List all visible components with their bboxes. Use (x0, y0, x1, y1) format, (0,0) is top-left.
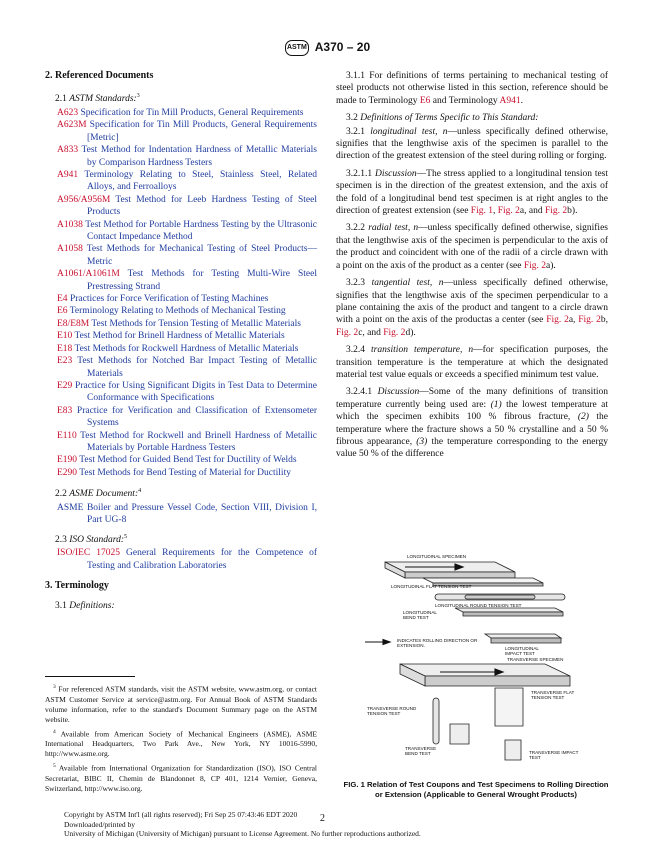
designation: A370 – 20 (314, 40, 371, 55)
reference-item (57, 454, 317, 466)
right-column (336, 70, 608, 466)
para-3-2-2: 3.2.2 radial test, n—unless specifically defined otherwise, signifies that the lengthwise axis of the specimen is perpendicular to the axis of the product and coincident with one of the radii of a circle drawn with a point on the axis of the product as a center (see Fig. 2a). (336, 223, 608, 271)
reference-code-link[interactable]: E6 (57, 306, 68, 317)
figure-caption: FIG. 1 Relation of Test Coupons and Test Specimens to Rolling Direction or Extension (Applicable to General Wrought Products) (343, 780, 609, 799)
reference-item (57, 355, 317, 380)
reference-item (57, 467, 317, 479)
page-number: 2 (320, 813, 325, 824)
reference-code-link[interactable]: A1061/A1061M (57, 269, 120, 280)
reference-item (57, 343, 317, 355)
fig-label-arrow-note: INDICATES ROLLING DIRECTION OR EXTENSION. (397, 638, 478, 648)
reference-code-link[interactable]: E8/E8M (57, 318, 90, 329)
reference-title: Test Methods for Bend Testing of Material for Ductility (79, 467, 291, 478)
fig-label-trans-flat: TRANSVERSE FLAT TENSION TEST (531, 690, 575, 700)
reference-code-link[interactable]: E23 (57, 356, 73, 367)
reference-title: Test Methods for Notched Bar Impact Testing of Metallic Materials (77, 356, 317, 379)
fig-label-trans-specimen: TRANSVERSE SPECIMEN (507, 657, 564, 662)
reference-title: Practice for Using Significant Digits in Test Data to Determine Conformance with Specifications (75, 380, 318, 404)
reference-title: Test Methods for Rockwell Hardness of Metallic Materials (74, 343, 299, 354)
reference-title: Test Methods for Mechanical Testing of Steel Products—Metric (86, 244, 317, 267)
reference-code-link[interactable]: E110 (57, 430, 77, 441)
reference-title: Test Method for Guided Bend Test for Ductility of Welds (79, 455, 297, 466)
left-column (45, 70, 317, 614)
fig-label-long-impact: LONGITUDINAL IMPACT TEST (505, 646, 539, 656)
reference-title: Test Method for Leeb Hardness Testing of Steel Products (87, 194, 317, 218)
footnotes (45, 682, 317, 796)
subsection-3-1: 3.1 Definitions: (55, 601, 115, 612)
reference-item (57, 194, 317, 219)
reference-code-link[interactable]: A956/A956M (57, 194, 111, 205)
reference-title: Test Method for Portable Hardness Testing by the Ultrasonic Contact Impedance Method (85, 219, 317, 243)
fig-label-trans-round: TRANSVERSE ROUND TENSION TEST (367, 706, 417, 716)
reference-code-link[interactable]: A941 (57, 170, 79, 180)
para-3-2-4: 3.2.4 transition temperature, n—for specification purposes, the transition temperature is the temperature at which the designated material test value equals or exceeds a specified minimum test value. (336, 345, 608, 380)
link-fig2a[interactable]: Fig. 2 (523, 260, 547, 271)
reference-item (57, 305, 317, 317)
reference-title: Test Method for Rockwell and Brinell Hardness of Metallic Materials by Portable Hardness Testers (80, 430, 317, 453)
reference-code-link[interactable]: A1038 (57, 219, 83, 230)
reference-code-link[interactable]: E4 (57, 294, 68, 305)
subsection-2-2: 2.2 ASME Document:$^4$ (55, 488, 142, 500)
fig-label-long-flat: LONGITUDINAL FLAT TENSION TEST (391, 584, 472, 589)
page-footer: Copyright by ASTM Int'l (all rights reserved); Fri Sep 25 07:43:46 EDT 2020 Downloaded/printed by University of Michigan (University of Michigan) pursuant to License Agreement. No further reproductions authorized. (64, 810, 421, 838)
reference-code-link[interactable]: E29 (57, 380, 73, 391)
para-3-2-3: 3.2.3 tangential test, n—unless specifically defined otherwise, signifies that the lengthwise axis of the specimen perpendicular to a plane containing the axis of the product and tangent to a circle drawn with a point on the axis of the productas a center (see Fig. 2a, Fig. 2b, Fig. 2c, and Fig. 2d). (336, 278, 609, 338)
page-header (0, 40, 655, 56)
fig-label-long-specimen: LONGITUDINAL SPECIMEN (407, 554, 467, 559)
astm-logo-icon: ASTM (285, 40, 309, 56)
reference-item (57, 107, 317, 119)
para-3-2: 3.2 Definitions of Terms Specific to This Standard: (346, 113, 539, 124)
para-3-2-4-1: 3.2.4.1 Discussion—Some of the many definitions of transition temperature currently being used are: (1) the lowest temperature at which the specimen exhibits 100 % fibrous fracture, (2) the temperature where the fracture shows a 50 % crystalline and a 50 % fibrous appearance, (3) the temperature corresponding to the energy value 50 % of the difference (336, 387, 609, 460)
para-3-2-1: 3.2.1 longitudinal test, n—unless specifically defined otherwise, signifies that the lengthwise axis of the specimen is parallel to the direction of the greatest extension of the steel during rolling or forging. (336, 126, 608, 162)
para-3-1-1: 3.1.1 For definitions of terms pertaining to mechanical testing of steel products not otherwise listed in this section, reference should be made to Terminology E6 and Terminology A941. (336, 71, 608, 106)
reference-code-link[interactable]: E190 (57, 455, 78, 466)
reference-code-link[interactable]: A1058 (57, 244, 83, 255)
reference-item (57, 405, 317, 430)
reference-code-link[interactable]: E290 (57, 467, 78, 478)
link-fig2c[interactable]: Fig. 2 (336, 327, 359, 338)
reference-item (57, 293, 317, 305)
asme-reference: ASME Boiler and Pressure Vessel Code, Section VIII, Division I, Part UG-8 (57, 502, 317, 526)
fig-label-trans-bend: TRANSVERSE BEND TEST (405, 746, 437, 756)
reference-item (57, 318, 317, 330)
reference-title: Practices for Force Verification of Testing Machines (69, 294, 269, 305)
subsection-2-3: 2.3 ISO Standard:$^5$ (55, 533, 128, 545)
link-fig2b[interactable]: Fig. 2 (544, 206, 568, 217)
fig-label-trans-impact: TRANSVERSE IMPACT TEST (529, 750, 579, 760)
reference-code-link[interactable]: E83 (57, 405, 73, 416)
reference-title: Specification for Tin Mill Products, General Requirements (80, 107, 304, 118)
iso-reference: ISO/IEC 17025 General Requirements for the Competence of Testing and Calibration Laboratories (57, 548, 318, 571)
reference-item (57, 243, 317, 268)
figure-1-drawing (345, 548, 615, 776)
reference-item (57, 330, 317, 342)
footnote-rule (45, 676, 135, 677)
section-3-title: 3. Terminology (45, 579, 109, 591)
reference-title: Test Methods for Testing Multi-Wire Steel Prestressing Strand (87, 269, 317, 292)
reference-code-link[interactable]: A623M (57, 120, 87, 131)
footnote: $^3$ For referenced ASTM standards, visit the ASTM website, www.astm.org, or contact ASTM Customer Service at service@astm.org. For Annual Book of ASTM Standards volume information, refer to the standard's Document Summary page on the ASTM website. (45, 684, 317, 724)
subsection-2-1: 2.1 ASTM Standards:$^3$ (55, 93, 140, 105)
link-fig2a-2[interactable]: Fig. 2 (546, 315, 569, 326)
section-2-title: 2. Referenced Documents (45, 70, 154, 81)
reference-code-link[interactable]: A833 (57, 145, 79, 156)
reference-item (57, 219, 317, 244)
footnote: $^4$ Available from American Society of Mechanical Engineers (ASME), ASME International Headquarters, Two Park Ave., New York, NY 10016-5990, http://www.asme.org. (45, 728, 317, 758)
reference-title: Test Method for Brinell Hardness of Metallic Materials (74, 331, 285, 342)
reference-code-link[interactable]: E18 (57, 343, 73, 354)
para-3-2-1-1: 3.2.1.1 Discussion—The stress applied to a longitudinal tension test specimen is in the direction of the greatest extension, and the axis of the fold of a longitudinal bend test specimen is at right angles to the direction of greatest extension (see Fig. 1, Fig. 2a, and Fig. 2b). (336, 168, 609, 217)
reference-item (57, 430, 317, 455)
reference-title: Terminology Relating to Methods of Mechanical Testing (69, 306, 286, 317)
link-fig2[interactable]: Fig. 2 (497, 206, 520, 217)
link-fig2b-2[interactable]: Fig. 2 (578, 315, 601, 326)
reference-title: Test Methods for Tension Testing of Metallic Materials (91, 318, 301, 329)
link-fig2d[interactable]: Fig. 2 (383, 327, 406, 338)
reference-title: Terminology Relating to Steel, Stainless Steel, Related Alloys, and Ferroalloys (84, 170, 317, 193)
footnote: $^5$ Available from International Organization for Standardization (ISO), ISO Central Secretariat, BIBC II, Chemin de Blandonnet 8, CP 401, 1214 Vernier, Geneva, Switzerland, http://www.iso.org. (45, 763, 317, 793)
reference-item (57, 144, 317, 169)
reference-item (57, 380, 317, 405)
link-a941[interactable]: A941 (499, 95, 521, 106)
reference-code-link[interactable]: E10 (57, 331, 73, 342)
reference-title: Practice for Verification and Classification of Extensometer Systems (76, 405, 317, 429)
iso-link[interactable]: ISO/IEC 17025 (57, 548, 121, 559)
fig-label-long-bend: LONGITUDINAL BEND TEST (403, 610, 437, 620)
fig-label-long-round: LONGITUDINAL ROUND TENSION TEST (435, 603, 522, 608)
reference-item (57, 119, 317, 144)
reference-title: Test Method for Indentation Hardness of Metallic Materials by Comparison Hardness Testers (81, 145, 317, 168)
figure-1 (345, 548, 615, 776)
link-e6[interactable]: E6 (419, 95, 431, 106)
reference-item (57, 268, 317, 293)
link-fig1[interactable]: Fig. 1 (470, 206, 493, 217)
reference-code-link[interactable]: A623 (57, 107, 79, 118)
reference-list (45, 107, 317, 479)
reference-item (57, 169, 317, 194)
reference-title: Specification for Tin Mill Products, General Requirements [Metric] (87, 120, 318, 143)
